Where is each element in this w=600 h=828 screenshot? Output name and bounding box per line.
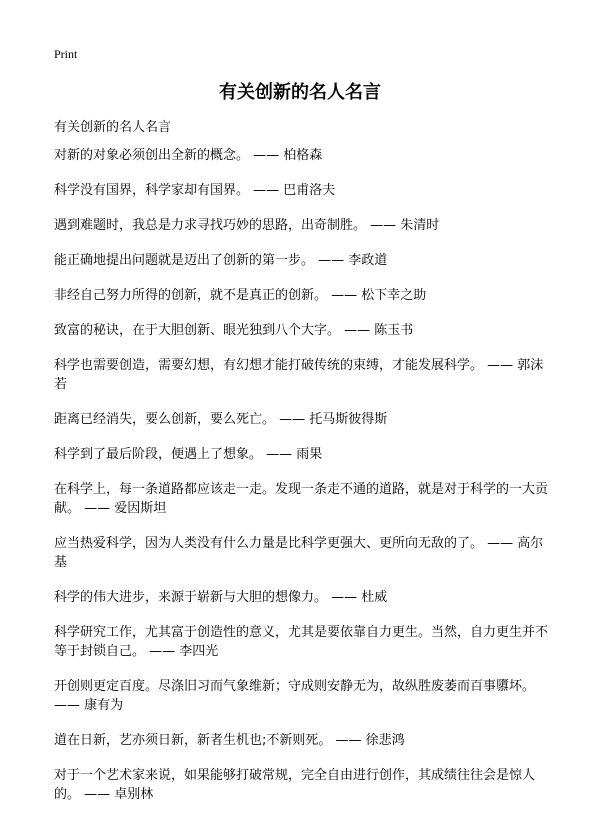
quote-item: 科学到了最后阶段，便遇上了想象。 —— 雨果 (54, 447, 323, 462)
quote-item: 对于一个艺术家来说，如果能够打破常规，完全自由进行创作，其成绩往往会是惊人的。 —— 卓别林 (54, 768, 536, 802)
page-title: 有关创新的名人名言 (219, 82, 381, 103)
quote-item: 科学的伟大进步，来源于崭新与大胆的想像力。 —— 杜威 (54, 590, 388, 605)
quote-item: 道在日新，艺亦须日新，新者生机也;不新则死。 —— 徐悲鸿 (54, 733, 405, 748)
quote-item: 科学没有国界，科学家却有国界。 —— 巴甫洛夫 (54, 183, 336, 198)
quote-item: 遇到难题时，我总是力求寻找巧妙的思路，出奇制胜。 —— 朱清时 (54, 218, 440, 233)
quote-item: 开创则更定百度。尽涤旧习而气象维新；守成则安静无为，故纵胜废萎而百事隳坏。 —— 康有为 (54, 679, 536, 713)
quote-item: 致富的秘诀，在于大胆创新、眼光独到八个大字。 —— 陈玉书 (54, 323, 414, 338)
quote-item: 能正确地提出问题就是迈出了创新的第一步。 —— 李政道 (54, 253, 388, 268)
document-body (54, 118, 550, 820)
quote-item: 距离已经消失，要么创新，要么死亡。 —— 托马斯彼得斯 (54, 412, 388, 427)
quote-item: 非经自己努力所得的创新，就不是真正的创新。 —— 松下幸之助 (54, 288, 427, 303)
quote-item: 应当热爱科学，因为人类没有什么力量是比科学更强大、更所向无敌的了。 —— 高尔基 (54, 536, 544, 570)
print-label[interactable]: Print (54, 47, 78, 61)
document-subtitle: 有关创新的名人名言 (54, 120, 172, 135)
quote-item: 科学也需要创造，需要幻想，有幻想才能打破传统的束缚，才能发展科学。 —— 郭沫若 (54, 358, 544, 392)
quote-item: 在科学上，每一条道路都应该走一走。发现一条走不通的道路，就是对于科学的一大贡献。 —— 爱因斯坦 (54, 482, 549, 516)
quote-item: 科学研究工作，尤其富于创造性的意义，尤其是要依靠自力更生。当然，自力更生并不等于封锁自己。 —— 李四光 (54, 625, 549, 659)
quote-item: 对新的对象必须创出全新的概念。 —— 柏格森 (54, 148, 323, 163)
